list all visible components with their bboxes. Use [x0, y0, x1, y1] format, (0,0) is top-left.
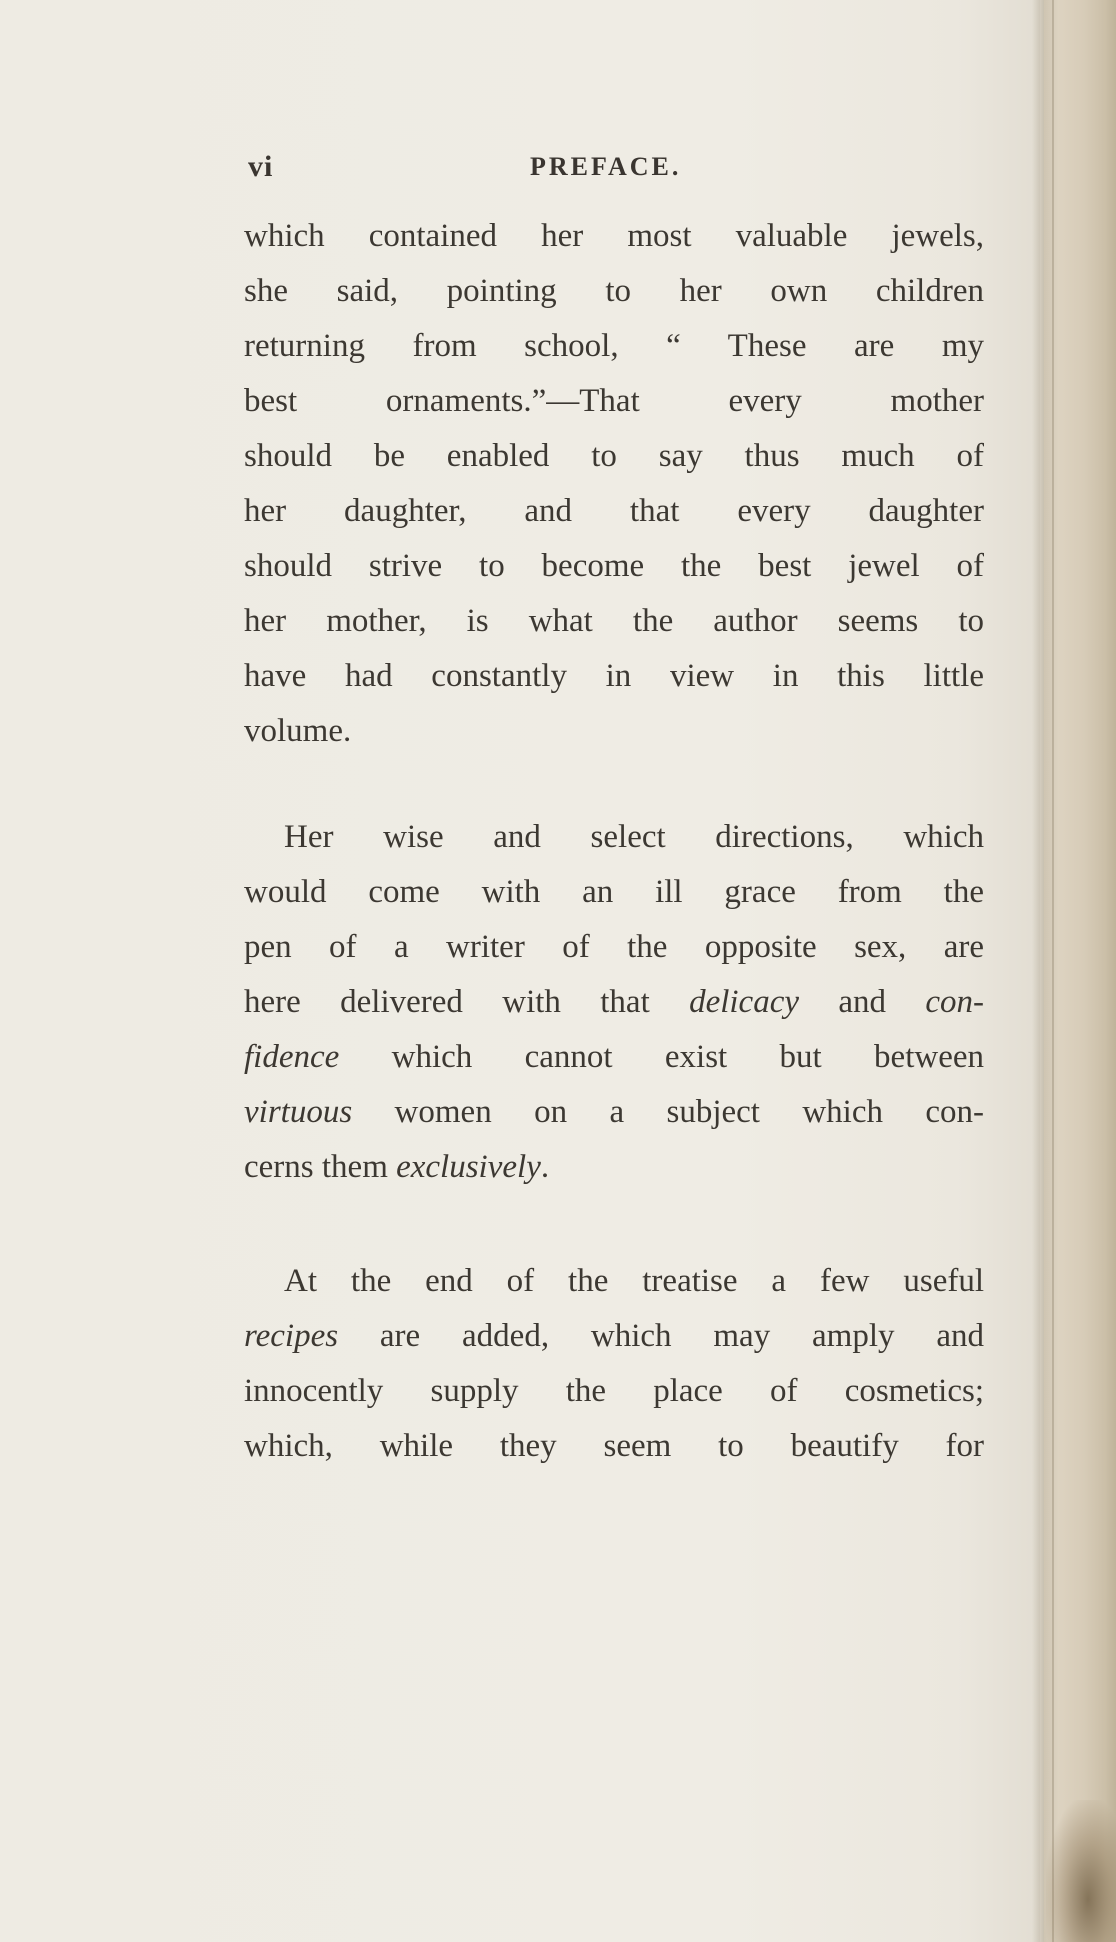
text-line: pen of a writer of the opposite sex, are [244, 929, 984, 965]
text-line: she said, pointing to her own children [244, 273, 984, 309]
text-run: women on a subject which con- [352, 1094, 984, 1130]
text-line: innocently supply the place of cosmetics; [244, 1373, 984, 1409]
text-line: should strive to become the best jewel of [244, 548, 984, 584]
paragraph-2 [244, 810, 984, 1195]
italic-text: exclusively [396, 1149, 541, 1185]
text-run: . [540, 1149, 550, 1185]
text-line: have had constantly in view in this little [244, 658, 984, 694]
book-fore-edge [1044, 0, 1116, 1942]
text-line: which, while they seem to beautify for [244, 1428, 984, 1464]
text-line: should be enabled to say thus much of [244, 438, 984, 474]
paragraph-3 [244, 1254, 984, 1474]
text-line [244, 1309, 984, 1364]
italic-text: delicacy [689, 984, 800, 1020]
page-header [248, 150, 988, 190]
text-line: which contained her most valuable jewels, [244, 218, 984, 254]
text-run: which cannot exist but between [339, 1039, 984, 1075]
text-run: and [799, 984, 926, 1020]
gutter-shadow [1032, 0, 1044, 1942]
text-line [244, 975, 984, 1030]
text-line: best ornaments.”—That every mother [244, 383, 984, 419]
foxing-stain [1046, 1800, 1116, 1942]
text-line: would come with an ill grace from the [244, 874, 984, 910]
text-line: her daughter, and that every daughter [244, 493, 984, 529]
text-run: cerns them [244, 1149, 397, 1185]
text-line [244, 1085, 984, 1140]
text-line: her mother, is what the author seems to [244, 603, 984, 639]
text-line: returning from school, “ These are my [244, 328, 984, 364]
page-number: vi [248, 150, 274, 183]
italic-text: virtuous [244, 1094, 353, 1130]
text-line [244, 1030, 984, 1085]
italic-text: con- [925, 984, 984, 1020]
text-run: here delivered with that [244, 984, 690, 1020]
text-run: are added, which may amply and [338, 1318, 984, 1354]
paragraph-1 [244, 209, 984, 759]
text-line: Her wise and select directions, which [284, 819, 984, 855]
text-line: At the end of the treatise a few useful [284, 1263, 984, 1299]
italic-text: recipes [244, 1318, 339, 1354]
fore-edge-line [1052, 0, 1054, 1942]
text-line: volume. [244, 713, 352, 749]
running-head: PREFACE. [530, 152, 682, 181]
italic-text: fidence [244, 1039, 340, 1075]
text-line [244, 1140, 984, 1195]
